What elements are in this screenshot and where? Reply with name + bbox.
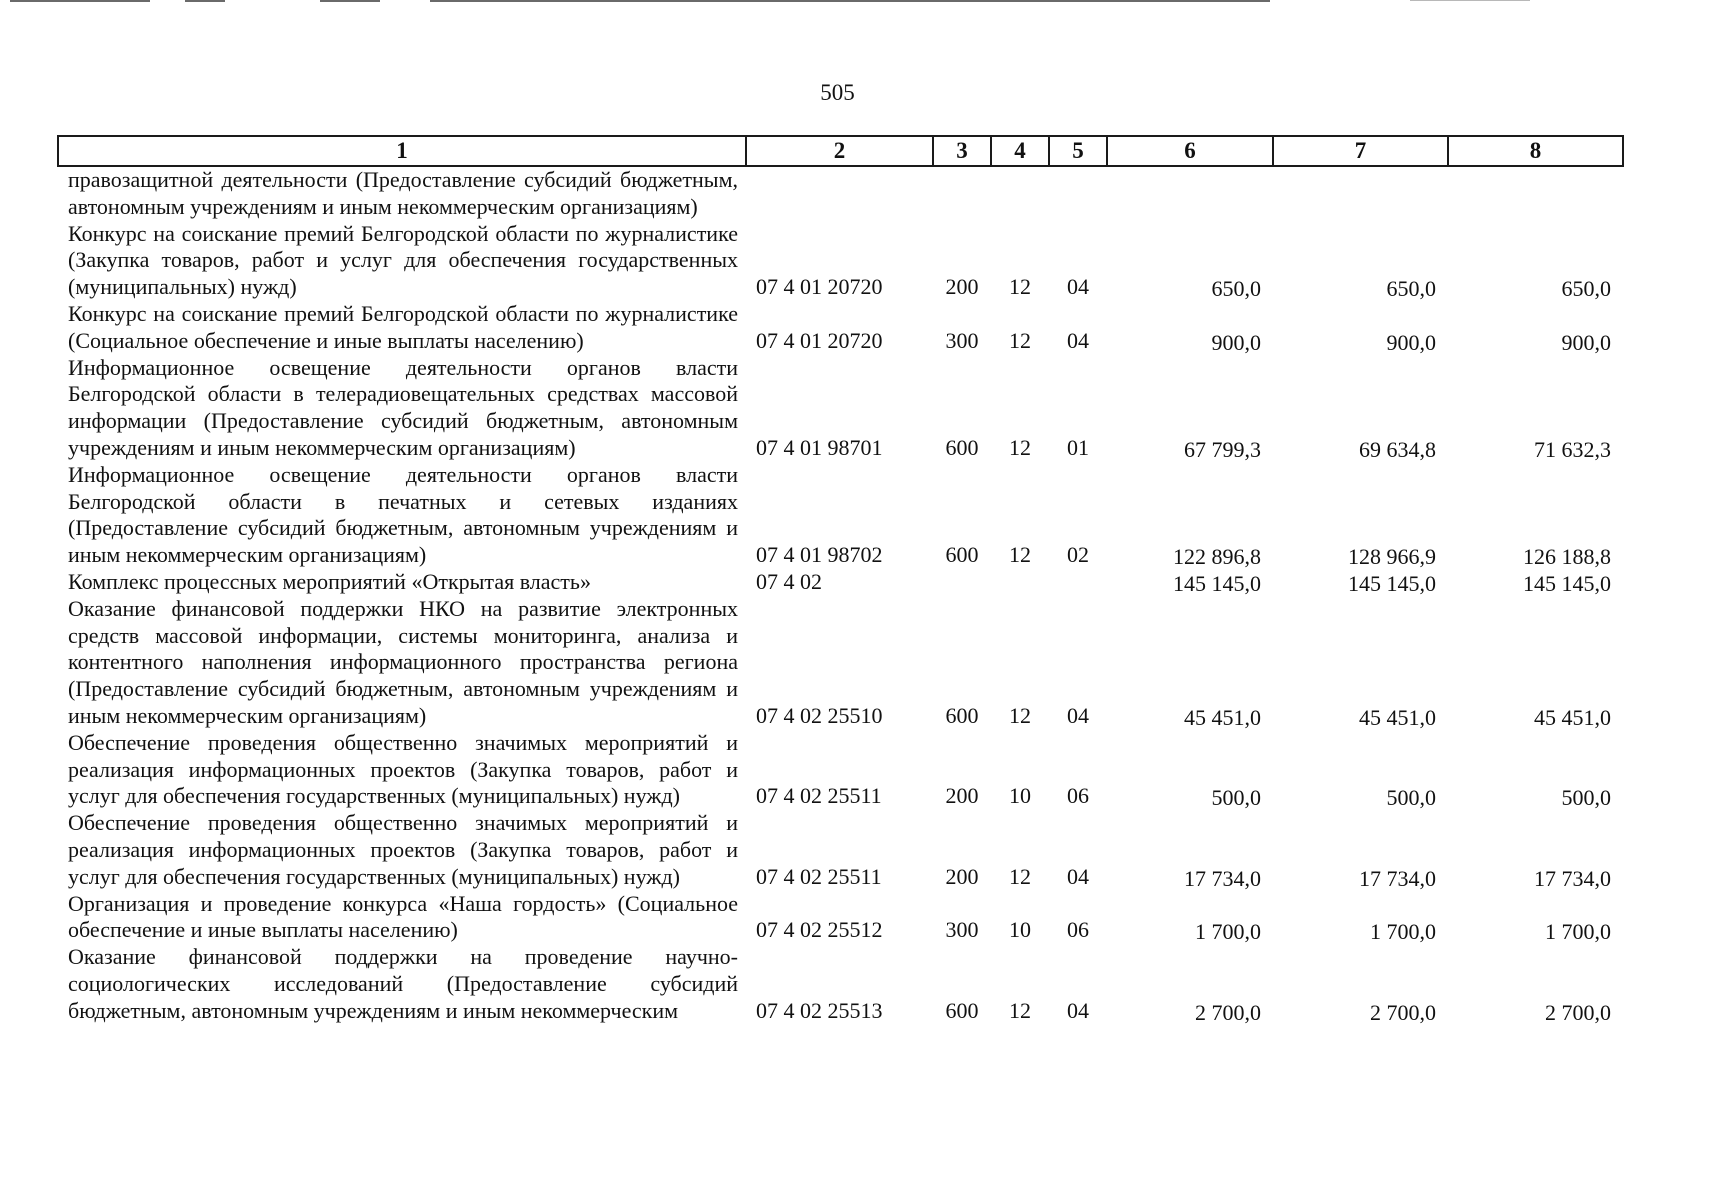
row-amount-col8-value: 650,0 (1561, 276, 1611, 302)
row-amount-col6-value: 900,0 (1211, 329, 1261, 355)
table-row (58, 221, 1623, 301)
row-description: Комплекс процессных мероприятий «Открытая власть» (68, 568, 591, 594)
row-amount-col8 (1448, 301, 1623, 355)
row-description: Организация и проведение конкурса «Наша гордость» (Социальное обеспечение и иные выплаты населению) (68, 890, 738, 943)
row-amount-col6 (1107, 891, 1273, 945)
row-code: 07 4 02 25510 (756, 702, 883, 728)
row-expense-type: 300 (945, 917, 979, 943)
row-code (746, 166, 933, 221)
row-subsection: 06 (1067, 917, 1089, 943)
row-amount-col7 (1273, 355, 1448, 462)
row-amount-col8 (1448, 166, 1623, 221)
row-code: 07 4 02 (756, 568, 822, 594)
row-amount-col6-value: 1 700,0 (1195, 919, 1261, 945)
row-description: Информационное освещение деятельности органов власти Белгородской области в телерадиовещательных средствах массовой информации (Предоставление субсидий бюджетным, автономным учреждениям и иным некоммерческим организациям) (68, 354, 738, 460)
row-code: 07 4 01 98701 (756, 434, 883, 460)
row-amount-col6-value: 145 145,0 (1173, 570, 1261, 596)
column-header-5: 5 (1049, 136, 1107, 166)
row-amount-col7-value: 69 634,8 (1359, 436, 1436, 462)
row-subsection: 04 (1067, 863, 1089, 889)
row-amount-col7-value: 1 700,0 (1370, 919, 1436, 945)
row-amount-col6 (1107, 355, 1273, 462)
row-description: Конкурс на соискание премий Белгородской области по журналистике (Закупка товаров, работ и услуг для обеспечения государственных (муниципальных) нужд) (68, 220, 738, 300)
row-code: 07 4 01 20720 (756, 274, 883, 300)
row-expense-type: 300 (945, 327, 979, 353)
row-amount-col8 (1448, 891, 1623, 945)
row-expense-type: 600 (945, 702, 979, 728)
row-expense-type: 600 (945, 434, 979, 460)
row-subsection: 01 (1067, 434, 1089, 460)
row-subsection (1049, 569, 1107, 596)
row-amount-col6 (1107, 301, 1273, 355)
row-amount-col8-value: 126 188,8 (1523, 544, 1611, 570)
row-subsection: 02 (1067, 542, 1089, 568)
row-amount-col8-value: 500,0 (1561, 785, 1611, 811)
row-section (991, 569, 1049, 596)
row-amount-col7 (1273, 891, 1448, 945)
row-amount-col8 (1448, 730, 1623, 810)
table-row (58, 596, 1623, 730)
row-amount-col8 (1448, 355, 1623, 462)
row-amount-col6 (1107, 166, 1273, 221)
row-code: 07 4 01 20720 (756, 327, 883, 353)
table-row (58, 301, 1623, 355)
row-amount-col7-value: 128 966,9 (1348, 544, 1436, 570)
row-amount-col6-value: 2 700,0 (1195, 999, 1261, 1025)
scan-edge-center (320, 0, 380, 2)
row-description: правозащитной деятельности (Предоставление субсидий бюджетным, автономным учреждениям и иным некоммерческим организациям) (68, 167, 738, 219)
row-subsection: 04 (1067, 997, 1089, 1023)
column-header-1: 1 (58, 136, 746, 166)
row-description: Обеспечение проведения общественно значимых мероприятий и реализация информационных проектов (Закупка товаров, работ и услуг для обеспечения государственных (муниципальных) нужд) (68, 810, 738, 889)
row-section: 12 (1009, 542, 1031, 568)
column-header-4: 4 (991, 136, 1049, 166)
row-amount-col7-value: 500,0 (1386, 785, 1436, 811)
row-amount-col7 (1273, 810, 1448, 890)
row-amount-col7-value: 900,0 (1386, 329, 1436, 355)
row-description: Конкурс на соискание премий Белгородской области по журналистике (Социальное обеспечение и иные выплаты населению) (68, 300, 738, 353)
row-section: 12 (1009, 997, 1031, 1023)
row-amount-col7 (1273, 166, 1448, 221)
column-header-6: 6 (1107, 136, 1273, 166)
table-header-row (58, 136, 1623, 166)
row-amount-col6 (1107, 944, 1273, 1024)
row-amount-col7-value: 650,0 (1386, 276, 1436, 302)
row-amount-col7 (1273, 569, 1448, 596)
row-amount-col6 (1107, 221, 1273, 301)
row-expense-type: 600 (945, 542, 979, 568)
row-amount-col6 (1107, 730, 1273, 810)
table-body (58, 166, 1623, 1025)
row-amount-col7 (1273, 730, 1448, 810)
table-row (58, 462, 1623, 569)
row-section: 12 (1009, 863, 1031, 889)
table-row (58, 891, 1623, 945)
row-code: 07 4 02 25511 (756, 783, 882, 809)
row-expense-type: 200 (945, 783, 979, 809)
row-amount-col7-value: 145 145,0 (1348, 570, 1436, 596)
row-amount-col8 (1448, 596, 1623, 730)
row-amount-col6-value: 650,0 (1211, 276, 1261, 302)
table-row (58, 166, 1623, 221)
row-amount-col7 (1273, 301, 1448, 355)
row-subsection: 04 (1067, 327, 1089, 353)
row-amount-col8-value: 45 451,0 (1534, 704, 1611, 730)
row-amount-col7-value: 17 734,0 (1359, 865, 1436, 891)
scan-edge-left (10, 0, 150, 2)
row-expense-type (933, 166, 991, 221)
row-section: 10 (1009, 917, 1031, 943)
row-description: Обеспечение проведения общественно значимых мероприятий и реализация информационных проектов (Закупка товаров, работ и услуг для обеспечения государственных (муниципальных) нужд) (68, 729, 738, 809)
row-amount-col7-value: 2 700,0 (1370, 999, 1436, 1025)
row-amount-col6-value: 500,0 (1211, 785, 1261, 811)
row-amount-col8-value: 1 700,0 (1545, 919, 1611, 945)
row-section (991, 166, 1049, 221)
column-header-2: 2 (746, 136, 933, 166)
table-row (58, 730, 1623, 810)
row-expense-type: 200 (945, 274, 979, 300)
row-expense-type: 600 (945, 997, 979, 1023)
table-row (58, 810, 1623, 890)
row-amount-col8-value: 145 145,0 (1523, 570, 1611, 596)
row-code: 07 4 02 25511 (756, 863, 882, 889)
row-amount-col6-value: 45 451,0 (1184, 704, 1261, 730)
row-subsection: 04 (1067, 702, 1089, 728)
table-row (58, 355, 1623, 462)
row-code: 07 4 01 98702 (756, 542, 883, 568)
row-amount-col6-value: 122 896,8 (1173, 544, 1261, 570)
row-amount-col8-value: 71 632,3 (1534, 436, 1611, 462)
page-number: 505 (820, 80, 855, 105)
row-description: Оказание финансовой поддержки на проведение научно-социологических исследований (Предоставление субсидий бюджетным, автономным учреждениям и иным некоммерческим (68, 944, 738, 1023)
row-amount-col6 (1107, 462, 1273, 569)
row-section: 12 (1009, 274, 1031, 300)
row-amount-col7-value: 45 451,0 (1359, 704, 1436, 730)
row-expense-type (933, 569, 991, 596)
row-code: 07 4 02 25513 (756, 997, 883, 1023)
row-code: 07 4 02 25512 (756, 917, 883, 943)
column-header-7: 7 (1273, 136, 1448, 166)
row-subsection: 04 (1067, 274, 1089, 300)
row-amount-col6 (1107, 810, 1273, 890)
row-amount-col6 (1107, 596, 1273, 730)
row-expense-type: 200 (945, 863, 979, 889)
row-amount-col8 (1448, 569, 1623, 596)
row-amount-col6-value: 17 734,0 (1184, 865, 1261, 891)
table-row (58, 569, 1623, 596)
row-amount-col8-value: 2 700,0 (1545, 999, 1611, 1025)
budget-table (57, 135, 1624, 1025)
row-amount-col7 (1273, 944, 1448, 1024)
scan-edge-right (1410, 0, 1530, 1)
column-header-8: 8 (1448, 136, 1623, 166)
row-section: 12 (1009, 327, 1031, 353)
row-amount-col8-value: 900,0 (1561, 329, 1611, 355)
row-amount-col8 (1448, 221, 1623, 301)
row-section: 12 (1009, 702, 1031, 728)
row-description: Информационное освещение деятельности органов власти Белгородской области в печатных и сетевых изданиях (Предоставление субсидий бюджетным, автономным учреждениям и иным некоммерческим организациям) (68, 461, 738, 568)
row-section: 10 (1009, 783, 1031, 809)
row-amount-col8 (1448, 810, 1623, 890)
scan-edge-main (430, 0, 1270, 2)
row-subsection: 06 (1067, 783, 1089, 809)
row-amount-col8-value: 17 734,0 (1534, 865, 1611, 891)
row-amount-col7 (1273, 596, 1448, 730)
row-amount-col7 (1273, 462, 1448, 569)
row-amount-col6-value: 67 799,3 (1184, 436, 1261, 462)
row-section: 12 (1009, 434, 1031, 460)
row-amount-col8 (1448, 462, 1623, 569)
row-subsection (1049, 166, 1107, 221)
column-header-3: 3 (933, 136, 991, 166)
row-description: Оказание финансовой поддержки НКО на развитие электронных средств массовой информации, системы мониторинга, анализа и контентного наполнения информационного пространства региона (Предоставление субсидий бюджетным, автономным учреждениям и иным некоммерческим организациям) (68, 595, 738, 728)
scan-edge-mid-left (185, 0, 225, 2)
table-row (58, 944, 1623, 1024)
row-amount-col7 (1273, 221, 1448, 301)
row-amount-col8 (1448, 944, 1623, 1024)
row-amount-col6 (1107, 569, 1273, 596)
